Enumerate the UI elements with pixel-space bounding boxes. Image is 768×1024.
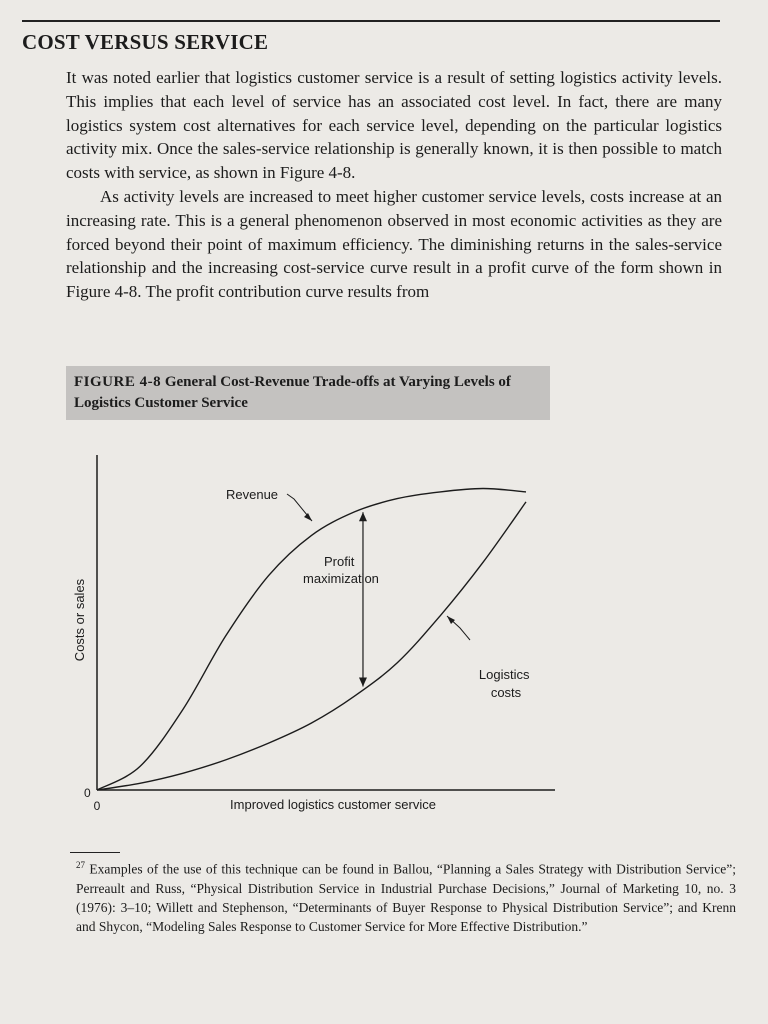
x-axis-label: Improved logistics customer service	[230, 797, 436, 812]
figure-label: FIGURE 4-8	[74, 374, 162, 390]
revenue-curve	[97, 489, 526, 791]
profit-arrow-head-bottom	[359, 678, 367, 687]
profit-arrow-head-top	[359, 512, 367, 521]
footnote-text: Examples of the use of this technique can be found in Ballou, “Planning a Sales Strategy with Distribution Service”; Perreault and Russ, “Physical Distribution Service in Industrial Purchase Decisions,” Journal of Marketing 10, no. 3 (1976): 3–10; Willett and Stephenson, “Determinants of Buyer Response to Physical Distribution Service”; and Krenn and Shycon, “Modeling Sales Response to Customer Service for More Effective Distribution.”	[76, 861, 736, 934]
revenue-leader-arrow	[304, 513, 312, 521]
footnote	[76, 856, 736, 936]
y-axis-label: Costs or sales	[72, 578, 87, 662]
x-tick-label-0: 0	[93, 799, 101, 813]
section-title: COST VERSUS SERVICE	[22, 30, 269, 54]
footnote-rule	[70, 852, 120, 853]
paragraph-1: It was noted earlier that logistics customer service is a result of setting logistics activity levels. This implies that each level of service has an associated cost level. In fact, there are many logistics system cost alternatives for each service level, depending on the particular logistics activity mix. Once the sales-service relationship is generally known, it is then possible to match costs with service, as shown in Figure 4-8.	[66, 68, 722, 183]
costs-label: Logistics costs	[478, 667, 530, 700]
footnote-number: 27	[76, 860, 85, 870]
paragraph-2: As activity levels are increased to meet higher customer service levels, costs increase at an increasing rate. This is a general phenomenon observed in most economic activities as they are forced beyond their point of maximum efficiency. The diminishing returns in the sales-service relationship and the increasing cost-service curve result in a profit curve of the form shown in Figure 4-8. The profit contribution curve results from	[66, 186, 722, 302]
logistics-costs-curve	[97, 502, 526, 790]
revenue-label: Revenue	[226, 487, 279, 502]
profit-label: Profit maximization	[303, 554, 379, 586]
figure-title: General Cost-Revenue Trade-offs at Varying Levels of Logistics Customer Service	[74, 374, 511, 411]
y-tick-label-0: 0	[84, 786, 91, 800]
